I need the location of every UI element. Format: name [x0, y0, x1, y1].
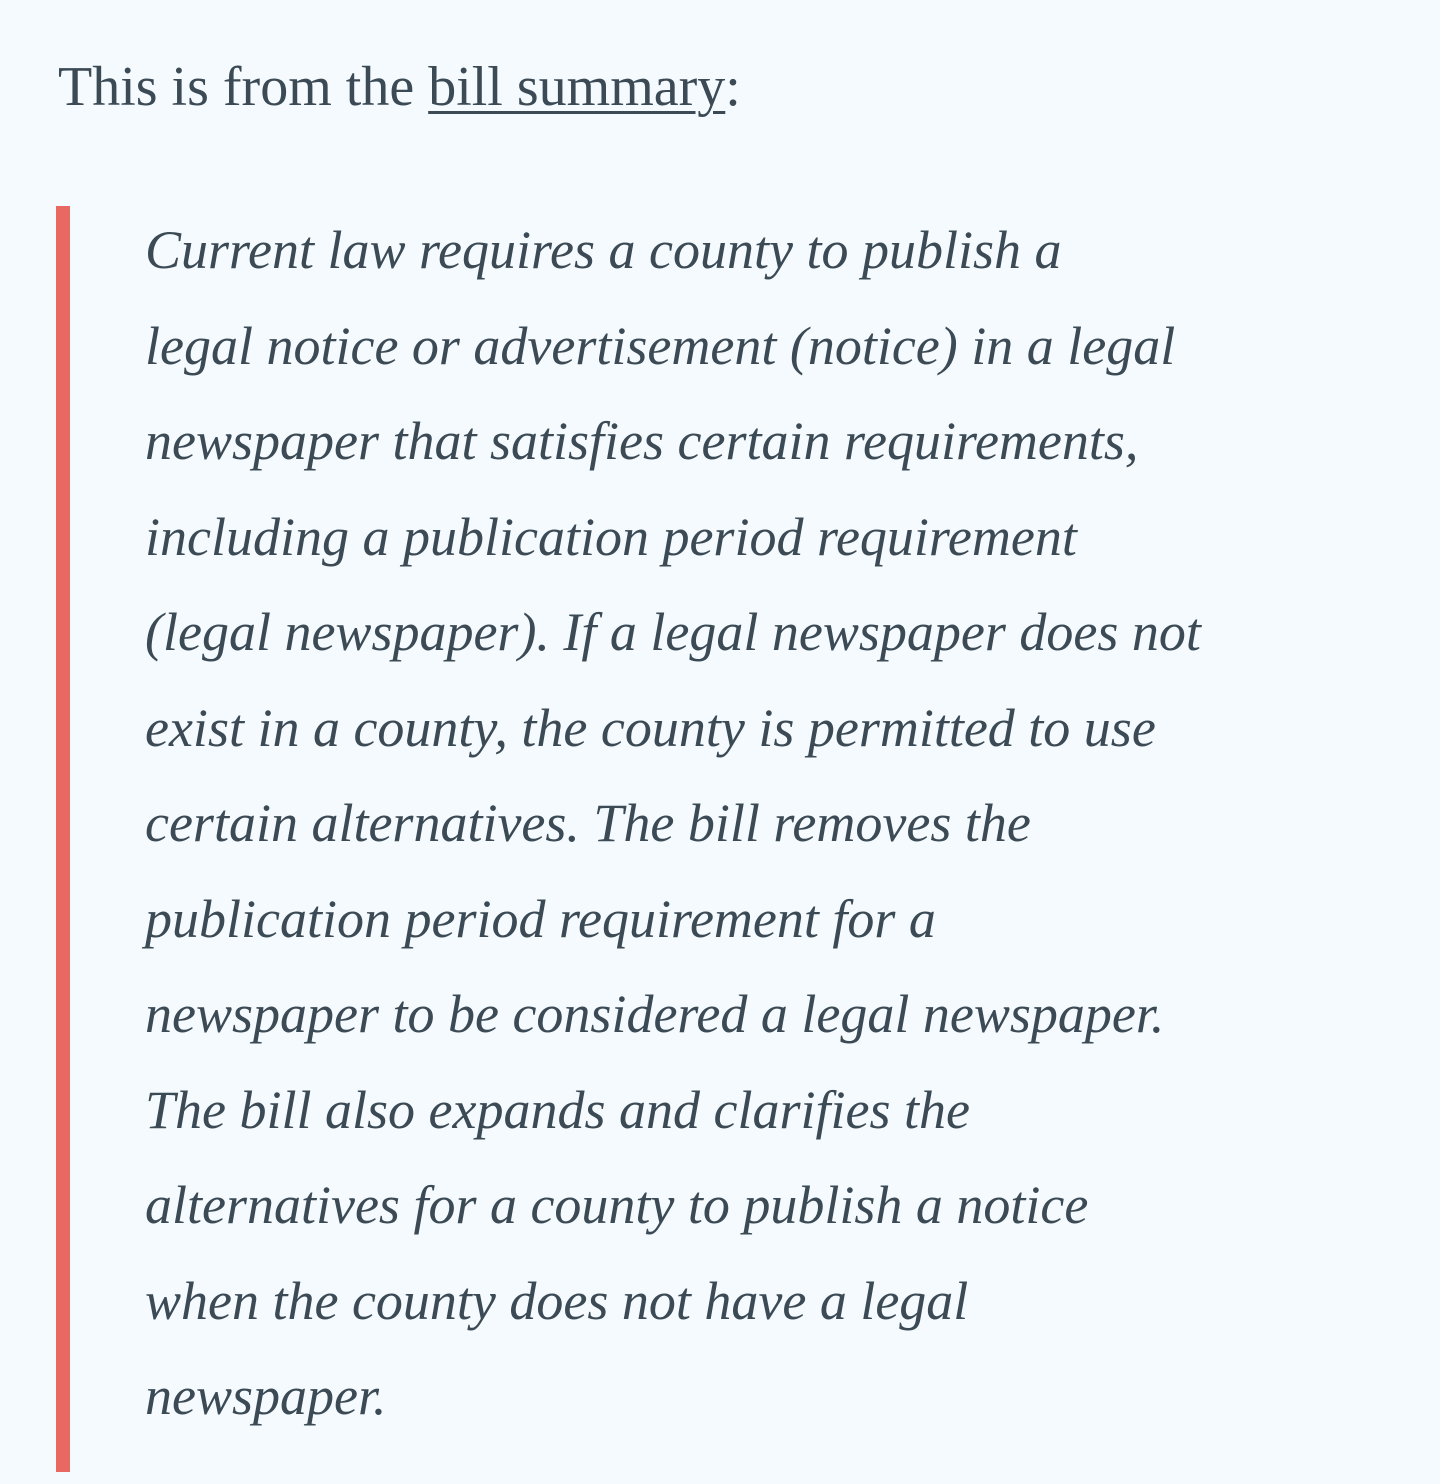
- quote-line-11: alternatives for a county to publish a notice: [145, 1175, 1089, 1235]
- quote-line-7: certain alternatives. The bill removes the: [145, 793, 1031, 853]
- quote-line-10: The bill also expands and clarifies the: [145, 1079, 970, 1140]
- intro-suffix: :: [725, 56, 741, 118]
- bill-summary-quote: [145, 203, 1415, 1445]
- quote-line-12: when the county does not have a legal: [145, 1270, 969, 1331]
- quote-line-2: legal notice or advertisement (notice) in a legal: [145, 315, 1176, 376]
- quote-line-5: (legal newspaper). If a legal newspaper does not: [145, 602, 1201, 662]
- quote-line-8: publication period requirement for a: [145, 888, 936, 949]
- quote-line-9: newspaper to be considered a legal newspaper.: [145, 984, 1165, 1044]
- quote-line-3: newspaper that satisfies certain requirements,: [145, 411, 1139, 471]
- quote-line-13: newspaper.: [145, 1366, 387, 1426]
- quote-line-1: Current law requires a county to publish a: [145, 220, 1062, 280]
- quote-line-4: including a publication period requirement: [145, 506, 1077, 567]
- blockquote-bar: [56, 206, 70, 1472]
- bill-summary-link[interactable]: bill summary: [428, 56, 726, 118]
- intro-prefix: This is from the: [58, 56, 429, 118]
- intro-paragraph: [58, 47, 741, 127]
- quote-line-6: exist in a county, the county is permitted to use: [145, 697, 1156, 758]
